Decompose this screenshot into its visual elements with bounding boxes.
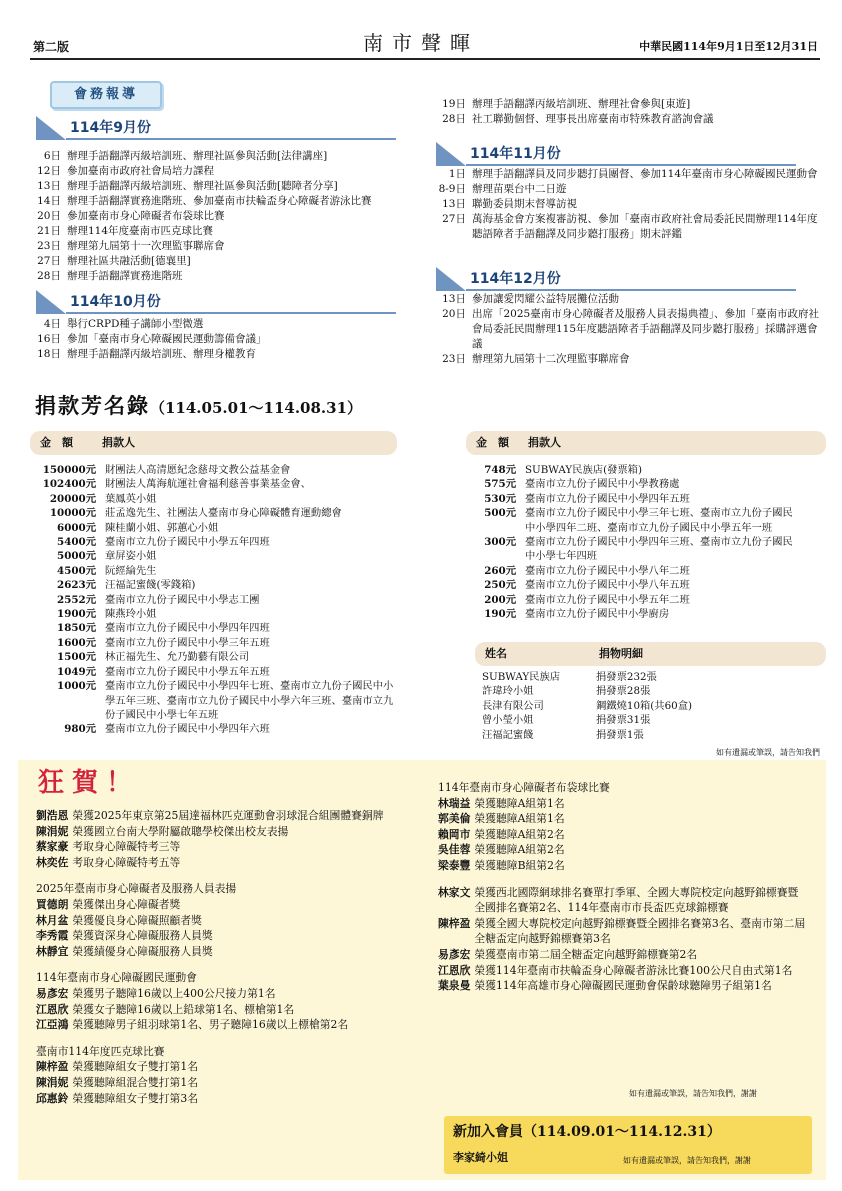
- donor-amount: 1900元: [57, 608, 96, 621]
- congrats-row: [438, 780, 808, 796]
- congrats-person: 林瑞益: [438, 796, 471, 810]
- donor-row: [30, 492, 395, 506]
- donor-name: 葉鳳英小姐: [105, 492, 157, 505]
- event-text: 參加讓愛閃耀公益特展攤位活動: [472, 293, 619, 305]
- donor-name: 財團法人高清愿紀念慈母文教公益基金會: [105, 464, 291, 476]
- col-detail: 捐物明細: [599, 647, 643, 660]
- event-row: [30, 269, 425, 284]
- congrats-person: 吳佳蓉: [438, 843, 471, 857]
- donor-name: 捐發票232張: [596, 671, 657, 683]
- donor-amount: 102400元: [42, 478, 96, 491]
- donor-row: [30, 593, 395, 607]
- event-row: [30, 317, 425, 332]
- donor-row: [30, 549, 395, 563]
- event-date: 23日: [442, 353, 466, 365]
- event-text: 辦理手語翻譯丙級培訓班、辦理身權教育: [67, 348, 256, 360]
- congrats-text: 榮獲聽障A組第1名: [474, 812, 565, 826]
- event-date: 14日: [37, 195, 61, 207]
- donor-amount: 150000元: [42, 464, 96, 476]
- event-row: [436, 197, 821, 212]
- donor-amount: 190元: [484, 608, 516, 621]
- donor-amount: 1600元: [57, 636, 96, 649]
- donor-row: [466, 593, 796, 607]
- congrats-title: 狂賀！: [38, 768, 141, 798]
- congrats-text: 榮獲聽障組混合雙打第1名: [72, 1075, 199, 1089]
- donor-name: 捐發票31張: [596, 714, 651, 727]
- event-text: 辦理114年度臺南市匹克球比賽: [67, 225, 214, 237]
- congrats-row: [36, 1044, 396, 1060]
- congrats-row: [438, 963, 808, 979]
- donor-row: [466, 564, 796, 578]
- event-text: 參加「臺南市身心障礙國民運動籌備會議」: [67, 333, 267, 345]
- event-text: 辦理手語翻譯丙級培訓班、辦理社區參與活動[法律講座]: [67, 150, 328, 162]
- congrats-text: 榮獲聽障A組第1名: [474, 796, 565, 810]
- event-date: 27日: [442, 213, 466, 225]
- month-events-dec: [436, 292, 821, 367]
- congrats-row: [438, 827, 808, 843]
- congrats-text: 考取身心障礙特考五等: [72, 855, 181, 869]
- congrats-row: [36, 959, 396, 970]
- donor-amount: 500元: [484, 507, 516, 520]
- event-text: 辦理社區共融活動[德襄里]: [67, 255, 191, 267]
- month-heading-dec: [436, 267, 796, 291]
- donor-name: 臺南市立九份子國民中小學三年五班: [105, 636, 270, 649]
- donor-row: [30, 506, 395, 520]
- donor-name: 陳桂蘭小姐、郭蕙心小姐: [105, 521, 219, 534]
- donor-row: [30, 521, 395, 535]
- donor-amount: 200元: [484, 593, 516, 606]
- donor-amount: 許瑋玲小姐: [482, 685, 534, 698]
- donor-name: 臺南市立九份子國民中小學四年六班: [105, 723, 270, 736]
- congrats-text: 榮獲聽障組女子雙打第1名: [72, 1060, 199, 1074]
- congrats-row: [36, 1059, 396, 1075]
- congrats-text: 榮獲聽障男子組羽球第1名、男子聽障16歲以上標槍第2名: [72, 1018, 349, 1032]
- event-date: 6日: [43, 150, 61, 162]
- congrats-row: [36, 944, 396, 960]
- congrats-row: [438, 978, 808, 994]
- congrats-person: 郭美倫: [438, 812, 471, 826]
- congrats-person: 林靜宜: [36, 944, 69, 958]
- congrats-text: 榮獲男子聽障16歲以上400公尺接力第1名: [72, 986, 276, 1000]
- section-tag: 會務報導: [50, 81, 162, 109]
- congrats-text: 臺南市114年度匹克球比賽: [36, 1044, 165, 1058]
- event-date: 27日: [37, 255, 61, 267]
- congrats-person: 買德朗: [36, 897, 69, 911]
- congrats-row: [36, 1091, 396, 1107]
- donor-name: 臺南市立九份子國民中小學五年五班: [105, 665, 270, 678]
- congrats-row: [438, 916, 808, 947]
- month-label: 114年11月份: [470, 146, 561, 162]
- congrats-text: 榮獲114年臺南市扶輪盃身心障礙者游泳比賽100公尺自由式第1名: [474, 963, 793, 977]
- congrats-row: [36, 839, 396, 855]
- event-text: 辦理手語翻譯丙級培訓班、辦理社會參與[東遊]: [472, 98, 691, 110]
- congrats-person: 易彥宏: [36, 986, 69, 1000]
- goods-list: [482, 670, 762, 742]
- event-row: [30, 332, 425, 347]
- donor-name: 臺南市立九份子國民中小學八年二班: [525, 564, 690, 577]
- donor-amount: 5000元: [57, 550, 96, 563]
- event-date: 1日: [448, 168, 466, 180]
- donor-row: [30, 535, 395, 549]
- newsletter-title: 南市聲暉: [363, 31, 479, 55]
- donor-row: [466, 506, 796, 535]
- donor-row: [30, 607, 395, 621]
- month-events-oct: [30, 317, 425, 362]
- event-row: [30, 347, 425, 362]
- donor-name: 臺南市立九份子國民中小學志工團: [105, 593, 260, 606]
- congrats-row: [36, 913, 396, 929]
- congrats-person: 江亞鴻: [36, 1018, 69, 1032]
- event-date: 13日: [37, 180, 61, 192]
- new-members-period: （114.09.01～114.12.31）: [523, 1124, 721, 1140]
- donor-row: [482, 728, 762, 742]
- donor-amount: 汪福記蜜餞: [482, 728, 534, 741]
- event-date: 8-9日: [438, 183, 466, 195]
- new-members-note: 如有遺漏或筆誤，請告知我們，謝謝: [623, 1156, 751, 1165]
- col-name: 姓名: [485, 647, 507, 660]
- month-label: 114年9月份: [70, 120, 151, 136]
- donor-name: 陳燕玲小姐: [105, 608, 157, 621]
- donor-row: [30, 621, 395, 635]
- congrats-text: 114年臺南市身心障礙國民運動會: [36, 971, 197, 985]
- event-text: 參加臺南市身心障礙者布袋球比賽: [67, 210, 225, 222]
- congrats-row: [36, 870, 396, 881]
- event-row: [436, 292, 821, 307]
- event-row: [436, 352, 821, 367]
- event-row: [436, 97, 821, 112]
- donations-note: 如有遺漏或筆誤，請告知我們: [716, 748, 820, 757]
- donor-row: [482, 699, 762, 713]
- donor-list-right: [466, 463, 796, 621]
- congrats-text: 114年臺南市身心障礙者布袋球比賽: [438, 781, 610, 794]
- congrats-row: [438, 947, 808, 963]
- donor-name: 章屏姿小姐: [105, 550, 157, 563]
- event-row: [30, 209, 425, 224]
- donor-row: [466, 607, 796, 621]
- goods-header: [475, 642, 826, 666]
- congrats-text: 榮獲女子聽障16歲以上鉛球第1名、標槍第1名: [72, 1002, 295, 1016]
- donor-amount: 6000元: [57, 521, 96, 534]
- congrats-person: 劉浩恩: [36, 809, 69, 822]
- congrats-left: [36, 808, 396, 1106]
- event-row: [436, 167, 821, 182]
- congrats-person: 賴岡市: [438, 827, 471, 841]
- donor-name: 臺南市立九份子國民中小學五年四班: [105, 536, 270, 549]
- congrats-text: 榮獲西北國際網球排名賽單打季軍、全國大專院校定向越野錦標賽暨全國排名賽第2名、114年臺南市市長盃匹克球錦標賽: [474, 885, 799, 915]
- congrats-person: 葉泉曼: [438, 979, 471, 993]
- donor-amount: 4500元: [57, 564, 96, 577]
- donor-name: 阮經綸先生: [105, 564, 157, 577]
- congrats-text: 榮獲聽障組女子雙打第3名: [72, 1091, 199, 1105]
- donor-row: [482, 670, 762, 684]
- donor-name: 臺南市立九份子國民中小學四年三班、臺南市立九份子國民中小學七年四班: [525, 536, 793, 563]
- col-donor: 捐款人: [528, 436, 561, 449]
- donor-list-left: [30, 463, 395, 737]
- donor-amount: 5400元: [57, 536, 96, 549]
- event-text: 辦理苗栗台中二日遊: [472, 183, 567, 195]
- donor-amount: 250元: [484, 579, 516, 592]
- new-members-title: [453, 1121, 721, 1142]
- donor-amount: 20000元: [49, 492, 96, 505]
- congrats-text: 榮獲聽障A組第2名: [474, 843, 565, 857]
- month-events-sep: [30, 149, 425, 284]
- month-heading-sep: [36, 116, 396, 140]
- congrats-text: 榮獲傑出身心障礙者獎: [72, 897, 181, 911]
- donor-amount: 575元: [484, 478, 516, 491]
- congrats-right: [438, 780, 808, 994]
- donor-name: 臺南市立九份子國民中小學教務處: [525, 478, 680, 491]
- congrats-person: 林家文: [438, 885, 471, 899]
- event-row: [30, 254, 425, 269]
- congrats-text: 榮獲國立台南大學附屬啟聰學校傑出校友表揚: [72, 824, 289, 838]
- congrats-person: 江恩欣: [36, 1002, 69, 1016]
- donor-amount: 1850元: [57, 622, 96, 635]
- congrats-text: 榮獲績優身心障礙服務人員獎: [72, 944, 213, 958]
- donor-amount: 260元: [484, 564, 516, 577]
- donor-name: 臺南市立九份子國民中小學八年五班: [525, 579, 690, 592]
- congrats-text: 2025年臺南市身心障礙者及服務人員表揚: [36, 882, 237, 896]
- event-text: 參加臺南市政府社會局培力課程: [67, 165, 214, 177]
- donations-header-right: [466, 431, 826, 455]
- event-text: 出席「2025臺南市身心障礙者及服務人員表揚典禮」、參加「臺南市政府社會局委託民間辦理115年度聽語障者手語翻譯及同步聽打服務」採購評選會議: [472, 308, 819, 350]
- event-row: [30, 224, 425, 239]
- event-text: 辦理第九屆第十二次理監事聯席會: [472, 353, 630, 365]
- donor-amount: 300元: [484, 536, 516, 549]
- event-text: 辦理第九屆第十一次理監事聯席會: [67, 240, 225, 252]
- event-row: [436, 112, 821, 127]
- congrats-person: 林奕佐: [36, 855, 69, 869]
- donor-name: 臺南市立九份子國民中小學三年七班、臺南市立九份子國民中小學四年二班、臺南市立九份子國民中小學五年一班: [525, 507, 793, 534]
- donations-period: （114.05.01～114.08.31）: [150, 399, 363, 417]
- event-date: 4日: [43, 318, 61, 330]
- donor-row: [30, 679, 395, 722]
- congrats-row: [438, 858, 808, 874]
- event-row: [436, 307, 821, 352]
- congrats-note: 如有遺漏或筆誤，請告知我們，謝謝: [629, 1089, 757, 1098]
- event-row: [30, 149, 425, 164]
- donor-row: [30, 722, 395, 736]
- congrats-person: 梁泰豐: [438, 858, 471, 872]
- event-text: 辦理手語翻譯員及同步聽打員團督、參加114年臺南市身心障礙國民運動會: [472, 168, 818, 180]
- donor-amount: 2623元: [57, 579, 96, 592]
- event-row: [30, 194, 425, 209]
- congrats-person: 易彥宏: [438, 947, 471, 961]
- donor-row: [466, 535, 796, 564]
- donor-name: 林正福先生、允乃勤藝有限公司: [105, 651, 250, 664]
- event-date: 28日: [37, 270, 61, 282]
- congrats-text: 榮獲資深身心障礙服務人員獎: [72, 929, 213, 943]
- congrats-row: [438, 885, 808, 916]
- donor-name: 臺南市立九份子國民中小學四年五班: [525, 492, 690, 505]
- month-heading-oct: [36, 290, 396, 314]
- event-row: [30, 164, 425, 179]
- donor-amount: 748元: [484, 464, 516, 476]
- event-text: 辦理手語翻譯實務進階班、參加臺南市扶輪盃身心障礙者游泳比賽: [67, 195, 372, 207]
- congrats-text: 榮獲114年高雄市身心障礙國民運動會保齡球聽障男子組第1名: [474, 979, 772, 993]
- donor-name: 臺南市立九份子國民中小學五年二班: [525, 593, 690, 606]
- donor-row: [466, 578, 796, 592]
- event-text: 辦理手語翻譯實務進階班: [67, 270, 183, 282]
- donations-title: [35, 392, 362, 421]
- new-members-label: 新加入會員: [453, 1124, 523, 1140]
- congrats-row: [36, 986, 396, 1002]
- congrats-row: [36, 881, 396, 897]
- event-date: 12日: [37, 165, 61, 177]
- donor-name: 財團法人萬海航運社會福利慈善事業基金會、: [105, 478, 311, 491]
- donor-amount: 2552元: [57, 593, 96, 606]
- congrats-text: 榮獲全國大專院校定向越野錦標賽暨全國排名賽第3名、臺南市第二屆全糖盃定向越野錦標賽第3名: [474, 916, 806, 946]
- donor-name: 臺南市立九份子國民中小學廚房: [525, 608, 670, 621]
- congrats-row: [438, 842, 808, 858]
- donor-name: 莊孟逸先生、社團法人臺南市身心障礙體育運動總會: [105, 507, 342, 520]
- month-label: 114年12月份: [470, 271, 561, 287]
- donor-name: 捐發票1張: [596, 728, 644, 741]
- event-text: 舉行CRPD種子講師小型微選: [67, 318, 204, 330]
- congrats-person: 陳梓盈: [36, 1060, 69, 1074]
- event-date: 20日: [37, 210, 61, 222]
- congrats-row: [36, 897, 396, 913]
- donor-row: [30, 477, 395, 491]
- congrats-person: 蔡家豪: [36, 840, 69, 854]
- congrats-row: [36, 1002, 396, 1018]
- donor-row: [30, 636, 395, 650]
- donations-header-left: [30, 431, 397, 455]
- congrats-row: [438, 874, 808, 885]
- event-text: 萬海基金會方案複審訪視、參加「臺南市政府社會局委託民間辦理114年度聽語障者手語翻譯及同步聽打服務」期末評鑑: [472, 213, 818, 240]
- donor-amount: 530元: [484, 492, 516, 505]
- congrats-row: [36, 970, 396, 986]
- event-row: [436, 212, 821, 242]
- edition-label: 第二版: [33, 40, 70, 54]
- congrats-text: 榮獲2025年東京第25屆達福林匹克運動會羽球混合組團體賽銅牌: [72, 809, 384, 822]
- donor-name: SUBWAY民族店(發票箱): [525, 464, 643, 476]
- congrats-person: 江恩欣: [438, 963, 471, 977]
- congrats-text: 考取身心障礙特考三等: [72, 840, 181, 854]
- donor-name: 臺南市立九份子國民中小學四年四班: [105, 622, 270, 635]
- congrats-person: 陳梓盈: [438, 916, 471, 930]
- event-date: 23日: [37, 240, 61, 252]
- month-heading-nov: [436, 142, 796, 166]
- congrats-text: 榮獲聽障A組第2名: [474, 827, 565, 841]
- donor-row: [466, 492, 796, 506]
- event-date: 20日: [442, 308, 466, 320]
- congrats-text: 榮獲聽障B組第2名: [474, 858, 565, 872]
- event-date: 13日: [442, 293, 466, 305]
- donor-row: [482, 713, 762, 727]
- donor-amount: 10000元: [49, 507, 96, 520]
- event-text: 辦理手語翻譯丙級培訓班、辦理社區參與活動[聽障者分享]: [67, 180, 338, 192]
- donor-row: [30, 564, 395, 578]
- donor-amount: 1500元: [57, 651, 96, 664]
- congrats-row: [36, 928, 396, 944]
- donor-name: 捐發票28張: [596, 685, 651, 698]
- donor-row: [30, 650, 395, 664]
- event-date: 13日: [442, 198, 466, 210]
- event-date: 21日: [37, 225, 61, 237]
- col-donor: 捐款人: [102, 436, 135, 449]
- congrats-person: 陳涓妮: [36, 1075, 69, 1089]
- month-label: 114年10月份: [70, 294, 161, 310]
- event-row: [436, 182, 821, 197]
- donor-row: [466, 463, 796, 477]
- issue-date: 中華民國114年9月1日至12月31日: [639, 40, 818, 53]
- congrats-row: [36, 824, 396, 840]
- donor-row: [30, 665, 395, 679]
- donor-amount: SUBWAY民族店: [482, 671, 561, 683]
- event-row: [30, 179, 425, 194]
- donor-row: [482, 684, 762, 698]
- congrats-text: 榮獲臺南市第二屆全糖盃定向越野錦標賽第2名: [474, 947, 698, 961]
- donor-amount: 長津有限公司: [482, 699, 544, 712]
- congrats-person: 林月盆: [36, 913, 69, 927]
- congrats-person: 邱惠鈴: [36, 1091, 69, 1105]
- donations-title-text: 捐款芳名錄: [35, 393, 150, 418]
- congrats-row: [36, 1033, 396, 1044]
- header-rule: [30, 58, 820, 60]
- congrats-row: [36, 1075, 396, 1091]
- congrats-row: [36, 808, 396, 824]
- donor-name: 臺南市立九份子國民中小學四年七班、臺南市立九份子國民中小學五年三班、臺南市立九份子國民中小學六年三班、臺南市立九份子國民中小學七年五班: [105, 680, 394, 721]
- donor-amount: 1000元: [57, 680, 96, 693]
- congrats-row: [36, 855, 396, 871]
- donor-amount: 曾小瑩小姐: [482, 714, 534, 727]
- congrats-text: 榮獲優良身心障礙照顧者獎: [72, 913, 202, 927]
- month-events-nov: [436, 167, 821, 242]
- congrats-row: [438, 811, 808, 827]
- event-row: [30, 239, 425, 254]
- month-events-oct-cont: [436, 97, 821, 127]
- congrats-row: [36, 1017, 396, 1033]
- donor-name: 鋼鐵燒10箱(共60盒): [596, 699, 693, 712]
- donor-amount: 1049元: [57, 665, 96, 678]
- congrats-person: 李秀霞: [36, 929, 69, 943]
- col-amount: 金 額: [40, 436, 73, 449]
- congrats-person: 陳涓妮: [36, 824, 69, 838]
- event-date: 18日: [37, 348, 61, 360]
- event-date: 28日: [442, 113, 466, 125]
- donor-row: [30, 578, 395, 592]
- congrats-row: [438, 796, 808, 812]
- col-amount: 金 額: [476, 436, 509, 449]
- event-date: 19日: [442, 98, 466, 110]
- new-member-name: 李家綺小姐: [453, 1151, 508, 1164]
- donor-amount: 980元: [64, 723, 96, 736]
- donor-row: [30, 463, 395, 477]
- event-text: 聯勤委員期末督導訪視: [472, 198, 577, 210]
- donor-row: [466, 477, 796, 491]
- event-text: 社工聯勤個督、理事長出席臺南市特殊教育諮詢會議: [472, 113, 714, 125]
- donor-name: 汪福記蜜餞(零錢箱): [105, 579, 196, 592]
- event-date: 16日: [37, 333, 61, 345]
